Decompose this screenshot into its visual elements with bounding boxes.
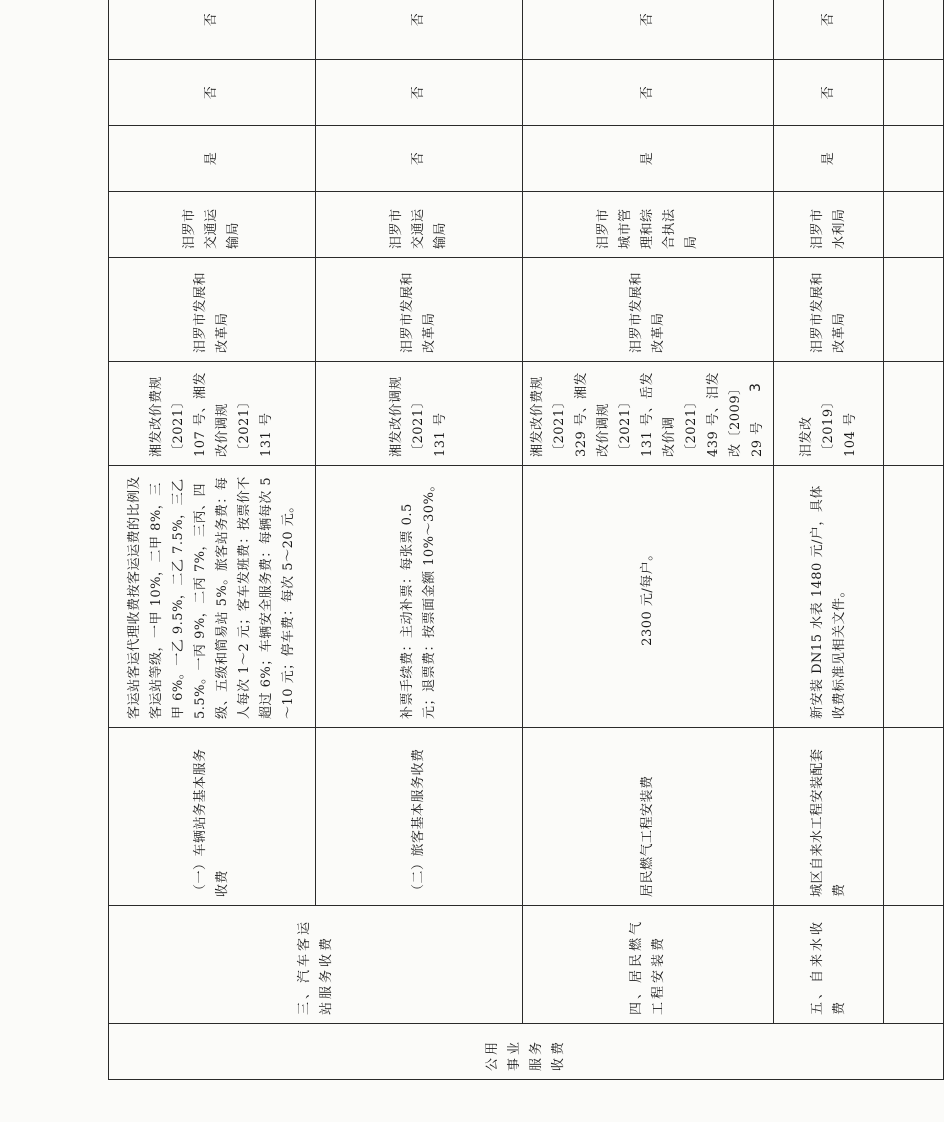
flag-cell: 是 — [523, 126, 774, 192]
flag-cell: 否 — [316, 60, 523, 126]
pricing-dept-cell: 汨罗市发展和改革局 — [523, 258, 774, 362]
blank-cell — [884, 126, 944, 192]
category-cell: 四、居民燃气工程安装费 — [523, 906, 774, 1024]
category-cell: 公用事业服务收费 — [109, 1024, 944, 1080]
standard-cell: 新安装 DN15 水表 1480 元/户，具体收费标准见相关文件。 — [774, 466, 884, 728]
flag-cell: 否 — [316, 0, 523, 60]
blank-cell — [884, 466, 944, 728]
flag-cell: 否 — [109, 0, 316, 60]
pricing-dept-cell: 汨罗市发展和改革局 — [774, 258, 884, 362]
table-row — [884, 0, 944, 1080]
standard-cell: 2300 元/每户。 — [523, 466, 774, 728]
fee-table — [108, 0, 944, 1080]
flag-cell: 否 — [774, 60, 884, 126]
blank-cell — [884, 362, 944, 466]
basis-cell: 湘发改价费规〔2021〕107 号、湘发改价调规〔2021〕131 号 — [109, 362, 316, 466]
flag-cell: 否 — [109, 60, 316, 126]
pricing-dept-cell: 汨罗市发展和改革局 — [109, 258, 316, 362]
category-cell: 五、自来水收费 — [774, 906, 884, 1024]
blank-cell — [884, 728, 944, 906]
flag-cell: 否 — [316, 126, 523, 192]
blank-cell — [884, 906, 944, 1024]
table-row — [774, 0, 884, 1080]
category-cell: 三、汽车客运站服务收费 — [109, 906, 523, 1024]
blank-cell — [884, 60, 944, 126]
flag-cell: 否 — [523, 60, 774, 126]
standard-cell: 客运站客运代理收费按客运运费的比例及客运站等级，一甲 10%，二甲 8%，三甲 6%。一乙 9.5%，二乙 7.5%，三乙 5.5%。一丙 9%，二丙 7%，三丙、四级、五级和简易站 5%。旅客站务费：每人每次 1～2 元；客车发班费：按票价不超过 6%；车辆安全服务费：每辆每次 5～10 元；停车费：每次 5～20 元。 — [109, 466, 316, 728]
flag-cell: 否 — [523, 0, 774, 60]
page-number: 3 — [748, 383, 764, 392]
pricing-dept-cell: 汨罗市发展和改革局 — [316, 258, 523, 362]
flag-cell: 否 — [774, 0, 884, 60]
basis-cell: 汨发改〔2019〕104 号 — [774, 362, 884, 466]
standard-cell: 补票手续费：主动补票：每张票 0.5 元；退票费：按票面金额 10%～30%。 — [316, 466, 523, 728]
item-cell: 居民燃气工程安装费 — [523, 728, 774, 906]
table-row — [523, 0, 774, 1080]
flag-cell: 是 — [774, 126, 884, 192]
collector-dept-cell: 汨罗市水利局 — [774, 192, 884, 258]
collector-dept-cell: 汨罗市城市管理和综合执法局 — [523, 192, 774, 258]
flag-cell: 是 — [109, 126, 316, 192]
blank-cell — [884, 258, 944, 362]
item-cell: （一）车辆站务基本服务收费 — [109, 728, 316, 906]
blank-cell — [884, 192, 944, 258]
item-cell: 城区自来水工程安装配套费 — [774, 728, 884, 906]
blank-cell — [884, 0, 944, 60]
collector-dept-cell: 汨罗市交通运输局 — [316, 192, 523, 258]
collector-dept-cell: 汨罗市交通运输局 — [109, 192, 316, 258]
basis-cell: 湘发改价费规〔2021〕329 号、湘发改价调规〔2021〕131 号、岳发改价调〔2021〕439 号、汨发改〔2009〕29 号 — [523, 362, 774, 466]
basis-cell: 湘发改价调规〔2021〕131 号 — [316, 362, 523, 466]
item-cell: （二）旅客基本服务收费 — [316, 728, 523, 906]
table-row — [109, 0, 316, 1080]
